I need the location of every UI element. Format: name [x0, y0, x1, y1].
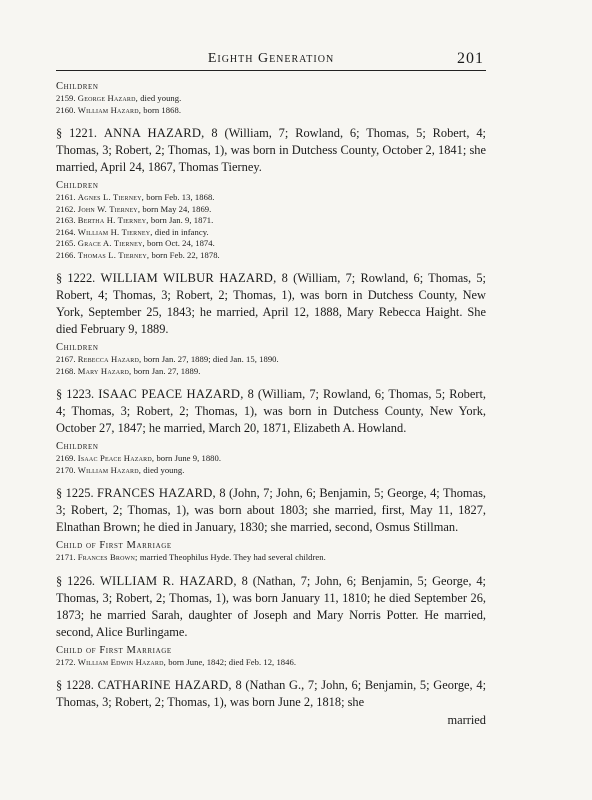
children-heading: Children: [56, 180, 99, 191]
child-details: born May 24, 1869.: [142, 203, 212, 214]
catchword: married: [447, 713, 486, 727]
child-entry: [56, 204, 486, 216]
child-details: born 1868.: [143, 104, 182, 115]
child-entry: [56, 453, 486, 465]
children-heading: Child of First Marriage: [56, 644, 172, 656]
person-name: ANNA HAZARD,: [103, 126, 205, 140]
spacer: [56, 564, 486, 573]
section-number: § 1228.: [56, 678, 94, 692]
child-entry: [56, 552, 486, 564]
child-name: William H. Tierney,: [77, 226, 153, 237]
child-name: George Hazard,: [77, 93, 138, 103]
child-number: 2163.: [56, 215, 76, 225]
entry-text: 8 (John, 7; John, 6; Benjamin, 5; George, 4; Thomas, 3; Robert, 2; Thomas, 1), was born about 1803; she married, first, May 11, 1827, Elnathan Brown; he died in January, 1830; she married, second, Osmus Stillman.: [56, 486, 486, 534]
child-entry: [56, 238, 486, 250]
child-name: Frances Brown;: [77, 552, 138, 562]
children-heading: Children: [56, 342, 99, 353]
section-number: § 1222.: [56, 271, 96, 285]
running-title: Eighth Generation: [207, 51, 335, 66]
child-entry: [56, 215, 486, 227]
child-name: William Hazard,: [77, 104, 142, 115]
spacer: [56, 377, 486, 386]
entry-text: 8 (William, 7; Rowland, 6; Thomas, 5; Robert, 4; Thomas, 3; Robert, 2; Thomas, 1), was born in Dutchess County, New York, September 25, 1843; he married, April 12, 1888, Mary Rebecca Haight. She died February 9, 1889.: [56, 271, 487, 336]
child-entry: [56, 657, 486, 669]
child-details: born Oct. 24, 1874.: [147, 238, 215, 248]
section-number: § 1221.: [56, 126, 97, 140]
entry-text: 8 (William, 7; Rowland, 6; Thomas, 5; Robert, 4; Thomas, 3; Robert, 2; Thomas, 1), was born in Dutchess County, October 2, 1841; she married, April 24, 1867, Thomas Tierney.: [56, 126, 486, 174]
child-entry: [56, 93, 486, 105]
child-entry: [56, 192, 486, 204]
entry-text: 8 (William, 7; Rowland, 6; Thomas, 5; Robert, 4; Thomas, 3; Robert, 2; Thomas, 1), was born in Dutchess County, New York, October 27, 1847; he married, March 20, 1871, Elizabeth A. Howland.: [56, 387, 487, 435]
child-name: John W. Tierney,: [77, 203, 141, 214]
child-details: born Jan. 27, 1889; died Jan. 15, 1890.: [143, 354, 279, 364]
child-number: 2166.: [56, 249, 76, 260]
person-name: ISAAC PEACE HAZARD,: [98, 387, 244, 401]
child-entry: [56, 227, 486, 239]
person-name: WILLIAM WILBUR HAZARD,: [100, 271, 277, 285]
spacer: [56, 668, 486, 677]
child-number: 2167.: [56, 354, 76, 364]
spacer: [56, 116, 486, 125]
person-name: FRANCES HAZARD,: [97, 486, 216, 500]
children-heading: Children: [56, 81, 99, 92]
child-entry: [56, 354, 486, 366]
child-name: Rebecca Hazard,: [77, 354, 142, 364]
children-heading: Children: [56, 441, 99, 452]
child-name: Thomas L. Tierney,: [77, 249, 150, 260]
child-details: born Jan. 9, 1871.: [150, 215, 214, 225]
section-number: § 1223.: [56, 387, 95, 401]
child-name: Bertha H. Tierney,: [77, 215, 149, 225]
entry-1228: [56, 677, 486, 711]
child-details: born June, 1842; died Feb. 12, 1846.: [168, 656, 297, 667]
person-name: CATHARINE HAZARD,: [97, 678, 232, 692]
child-number: 2160.: [56, 104, 76, 115]
child-name: Agnes L. Tierney,: [77, 192, 145, 202]
child-number: 2170.: [56, 464, 76, 475]
child-name: Isaac Peace Hazard,: [77, 453, 155, 463]
entry-1221: [56, 125, 486, 176]
child-number: 2165.: [56, 238, 76, 248]
child-details: born Jan. 27, 1889.: [133, 365, 201, 376]
child-number: 2169.: [56, 453, 76, 463]
child-entry: [56, 105, 486, 117]
entry-text: 8 (Nathan G., 7; John, 6; Benjamin, 5; George, 4; Thomas, 3; Robert, 2; Thomas, 1), was born June 2, 1818; she: [56, 678, 487, 709]
page-header: [56, 50, 486, 71]
child-number: 2171.: [56, 552, 76, 562]
child-entry: [56, 366, 486, 378]
child-number: 2172.: [56, 656, 76, 667]
child-details: died in infancy.: [154, 226, 209, 237]
child-name: Mary Hazard,: [77, 365, 132, 376]
child-details: married Theophilus Hyde. They had several children.: [139, 552, 326, 562]
child-number: 2161.: [56, 192, 76, 202]
spacer: [56, 261, 486, 270]
children-heading: Child of First Marriage: [56, 540, 172, 551]
child-number: 2159.: [56, 93, 76, 103]
entry-1226: [56, 573, 486, 641]
entry-1225: [56, 485, 486, 536]
child-details: born June 9, 1880.: [156, 453, 222, 463]
person-name: WILLIAM R. HAZARD,: [99, 573, 237, 588]
child-name: William Hazard,: [77, 464, 142, 475]
child-entry: [56, 250, 486, 262]
section-number: § 1226.: [56, 573, 96, 588]
page-content: [56, 77, 486, 728]
entry-1223: [56, 386, 486, 437]
page-number: 201: [457, 50, 484, 67]
child-details: died young.: [140, 93, 182, 103]
child-entry: [56, 465, 486, 477]
child-number: 2164.: [56, 226, 76, 237]
child-details: born Feb. 13, 1868.: [146, 192, 215, 202]
child-name: Grace A. Tierney,: [77, 238, 145, 248]
section-number: § 1225.: [56, 486, 94, 500]
entry-text: 8 (Nathan, 7; John, 6; Benjamin, 5; George, 4; Thomas, 3; Robert, 2; Thomas, 1), was born January 11, 1810; he died September 26, 1873; he married Sarah, daughter of Joseph and Mary Norris Potter. He married, second, Alice Burlingame.: [56, 573, 486, 639]
child-number: 2162.: [56, 203, 76, 214]
entry-1222: [56, 270, 486, 338]
child-details: died young.: [143, 464, 185, 475]
spacer: [56, 476, 486, 485]
child-name: William Edwin Hazard,: [77, 656, 166, 667]
child-details: born Feb. 22, 1878.: [151, 249, 220, 260]
child-number: 2168.: [56, 365, 76, 376]
